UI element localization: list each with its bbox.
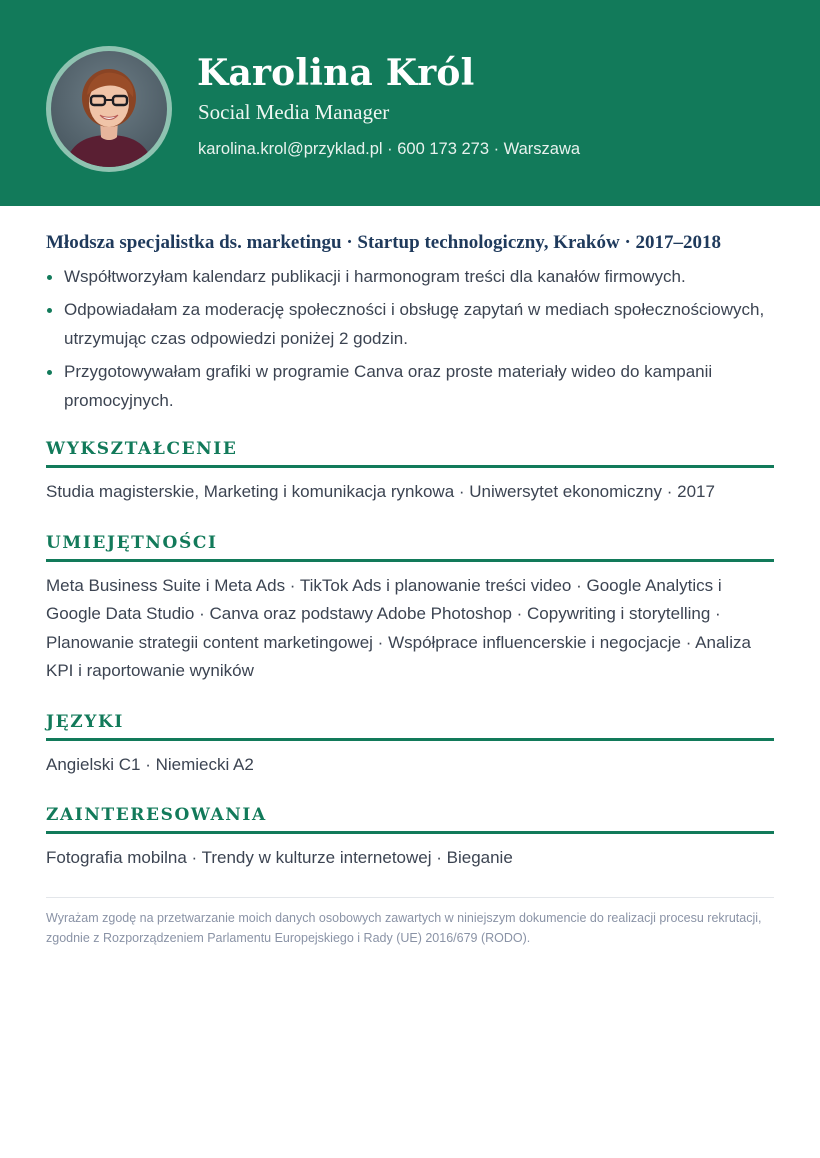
cv-header: [0, 0, 820, 206]
job-bullet: Odpowiadałam za moderację społeczności i obsługę zapytań w mediach społecznościowych, utrzymując czas odpowiedzi poniżej 2 godzin.: [46, 295, 774, 353]
footer-divider: [46, 897, 774, 898]
interests-text: Fotografia mobilna · Trendy w kulturze internetowej · Bieganie: [46, 848, 513, 867]
candidate-name: Karolina Król: [197, 52, 475, 94]
education-text: Studia magisterskie, Marketing i komunikacja rynkowa · Uniwersytet ekonomiczny · 2017: [46, 482, 715, 501]
experience-entry: [46, 230, 774, 415]
avatar-ring: [46, 46, 172, 172]
avatar: [51, 51, 167, 167]
education-heading: WYKSZTAŁCENIE: [46, 439, 774, 468]
cv-content: [46, 230, 774, 960]
languages-section: [46, 712, 774, 780]
interests-section: [46, 805, 774, 873]
skills-section: [46, 533, 774, 686]
languages-heading: JĘZYKI: [46, 712, 774, 741]
skills-heading: UMIEJĘTNOŚCI: [46, 533, 774, 562]
job-title: Młodsza specjalistka ds. marketingu · Startup technologiczny, Kraków · 2017–2018: [46, 232, 722, 253]
skills-text: Meta Business Suite i Meta Ads · TikTok Ads i planowanie treści video · Google Analytics i Google Data Studio · Canva oraz podstawy Adobe Photoshop · Copywriting i storytelling · Planowanie strategii content marketingowej · Współprace influencerskie i negocjacje · Analiza KPI i raportowanie wyników: [46, 575, 751, 680]
job-bullet: Przygotowywałam grafiki w programie Canva oraz proste materiały wideo do kampanii promocyjnych.: [46, 357, 774, 415]
job-bullets: [46, 262, 774, 415]
gdpr-consent: Wyrażam zgodę na przetwarzanie moich danych osobowych zawartych w niniejszym dokumencie do realizacji procesu rekrutacji, zgodnie z Rozporządzeniem Parlamentu Europejskiego i Rady (UE) 2016/679 (RODO).: [46, 910, 762, 945]
candidate-role: Social Media Manager: [198, 100, 390, 124]
interests-heading: ZAINTERESOWANIA: [46, 805, 774, 834]
languages-text: Angielski C1 · Niemiecki A2: [46, 754, 254, 774]
education-section: [46, 439, 774, 507]
portrait-photo-icon: [51, 51, 167, 167]
job-bullet: Współtworzyłam kalendarz publikacji i harmonogram treści dla kanałów firmowych.: [46, 262, 774, 291]
contact-line: karolina.krol@przyklad.pl · 600 173 273 · Warszawa: [198, 140, 581, 158]
